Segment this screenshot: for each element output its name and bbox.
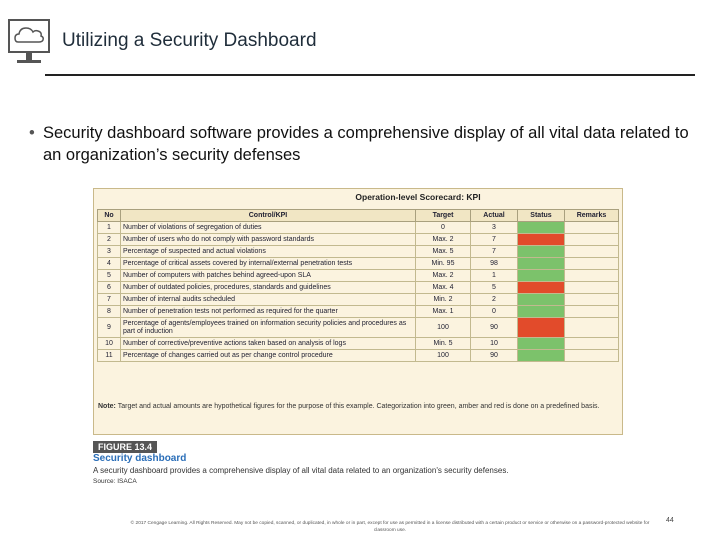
table-row xyxy=(98,338,619,350)
table-row xyxy=(98,306,619,318)
copyright-notice: © 2017 Cengage Learning. All Rights Reserved. May not be copied, scanned, or duplicated, in whole or in part, except for use as permitted in a license distributed with a certain product or service or otherwise on a password-protected website for classroom use. xyxy=(130,521,650,533)
cell-status-green xyxy=(518,306,565,318)
figure-label: FIGURE 13.4 xyxy=(93,441,157,453)
col-header-no: No xyxy=(98,210,121,222)
monitor-cloud-icon xyxy=(7,18,51,70)
cell-remarks xyxy=(565,306,619,318)
cell-remarks xyxy=(565,222,619,234)
cell-no: 3 xyxy=(98,246,121,258)
cell-target: 0 xyxy=(416,222,471,234)
cell-no: 8 xyxy=(98,306,121,318)
cell-no: 7 xyxy=(98,294,121,306)
bullet-point xyxy=(30,122,695,166)
cell-target: Max. 1 xyxy=(416,306,471,318)
col-header-actual: Actual xyxy=(471,210,518,222)
cell-actual: 3 xyxy=(471,222,518,234)
table-row xyxy=(98,258,619,270)
cell-actual: 0 xyxy=(471,306,518,318)
cell-kpi: Number of corrective/preventive actions taken based on analysis of logs xyxy=(121,338,416,350)
figure-source: Source: ISACA xyxy=(93,478,137,485)
bullet-text: Security dashboard software provides a comprehensive display of all vital data related to an organization’s security defenses xyxy=(43,124,689,164)
cell-no: 11 xyxy=(98,350,121,362)
cell-status-green xyxy=(518,222,565,234)
cell-kpi: Percentage of changes carried out as per change control procedure xyxy=(121,350,416,362)
cell-status-red xyxy=(518,282,565,294)
page-number: 44 xyxy=(666,517,674,524)
cell-actual: 7 xyxy=(471,234,518,246)
cell-actual: 5 xyxy=(471,282,518,294)
cell-remarks xyxy=(565,294,619,306)
bullet-marker: • xyxy=(29,124,35,142)
cell-target: Min. 5 xyxy=(416,338,471,350)
table-row xyxy=(98,234,619,246)
cell-status-red xyxy=(518,318,565,338)
title-divider xyxy=(45,74,695,76)
table-row xyxy=(98,318,619,338)
cell-status-green xyxy=(518,246,565,258)
cell-target: Min. 95 xyxy=(416,258,471,270)
kpi-table xyxy=(97,209,619,362)
cell-kpi: Number of users who do not comply with password standards xyxy=(121,234,416,246)
cell-target: 100 xyxy=(416,350,471,362)
cell-actual: 90 xyxy=(471,350,518,362)
page-title: Utilizing a Security Dashboard xyxy=(62,30,317,51)
table-row xyxy=(98,222,619,234)
col-header-status: Status xyxy=(518,210,565,222)
cell-no: 5 xyxy=(98,270,121,282)
cell-remarks xyxy=(565,282,619,294)
figure-heading: Security dashboard xyxy=(93,453,187,464)
cell-actual: 90 xyxy=(471,318,518,338)
cell-remarks xyxy=(565,270,619,282)
cell-actual: 98 xyxy=(471,258,518,270)
cell-kpi: Number of violations of segregation of duties xyxy=(121,222,416,234)
cell-kpi: Percentage of agents/employees trained on information security policies and procedures as part of induction xyxy=(121,318,416,338)
cell-kpi: Number of penetration tests not performed as required for the quarter xyxy=(121,306,416,318)
cell-status-green xyxy=(518,270,565,282)
cell-remarks xyxy=(565,234,619,246)
table-row xyxy=(98,270,619,282)
note-text: Target and actual amounts are hypothetical figures for the purpose of this example. Categorization into green, amber and red is done on a predefined basis. xyxy=(117,403,600,410)
col-header-target: Target xyxy=(416,210,471,222)
cell-actual: 10 xyxy=(471,338,518,350)
scorecard-figure xyxy=(93,188,623,435)
cell-status-green xyxy=(518,350,565,362)
table-header-row xyxy=(98,210,619,222)
cell-remarks xyxy=(565,350,619,362)
cell-kpi: Number of computers with patches behind agreed-upon SLA xyxy=(121,270,416,282)
col-header-remarks: Remarks xyxy=(565,210,619,222)
cell-remarks xyxy=(565,258,619,270)
cell-target: 100 xyxy=(416,318,471,338)
table-row xyxy=(98,294,619,306)
col-header-kpi: Control/KPI xyxy=(121,210,416,222)
table-row xyxy=(98,246,619,258)
cell-no: 4 xyxy=(98,258,121,270)
cell-status-green xyxy=(518,258,565,270)
figure-caption: A security dashboard provides a comprehensive display of all vital data related to an organization's security defenses. xyxy=(93,466,509,475)
cell-kpi: Number of outdated policies, procedures, standards and guidelines xyxy=(121,282,416,294)
cell-no: 2 xyxy=(98,234,121,246)
cell-target: Min. 2 xyxy=(416,294,471,306)
cell-remarks xyxy=(565,318,619,338)
scorecard-title: Operation-level Scorecard: KPI xyxy=(355,192,481,202)
cell-no: 9 xyxy=(98,318,121,338)
cell-remarks xyxy=(565,338,619,350)
scorecard-note xyxy=(98,402,618,411)
cell-no: 1 xyxy=(98,222,121,234)
cell-target: Max. 2 xyxy=(416,270,471,282)
cell-status-red xyxy=(518,234,565,246)
cell-remarks xyxy=(565,246,619,258)
table-row xyxy=(98,350,619,362)
cell-actual: 1 xyxy=(471,270,518,282)
cell-status-green xyxy=(518,294,565,306)
cell-kpi: Percentage of suspected and actual violations xyxy=(121,246,416,258)
cell-no: 10 xyxy=(98,338,121,350)
cell-kpi: Number of internal audits scheduled xyxy=(121,294,416,306)
cell-actual: 7 xyxy=(471,246,518,258)
note-label: Note: xyxy=(98,403,116,410)
cell-status-green xyxy=(518,338,565,350)
cell-no: 6 xyxy=(98,282,121,294)
cell-target: Max. 4 xyxy=(416,282,471,294)
cell-kpi: Percentage of critical assets covered by internal/external penetration tests xyxy=(121,258,416,270)
cell-actual: 2 xyxy=(471,294,518,306)
cell-target: Max. 5 xyxy=(416,246,471,258)
table-row xyxy=(98,282,619,294)
cell-target: Max. 2 xyxy=(416,234,471,246)
